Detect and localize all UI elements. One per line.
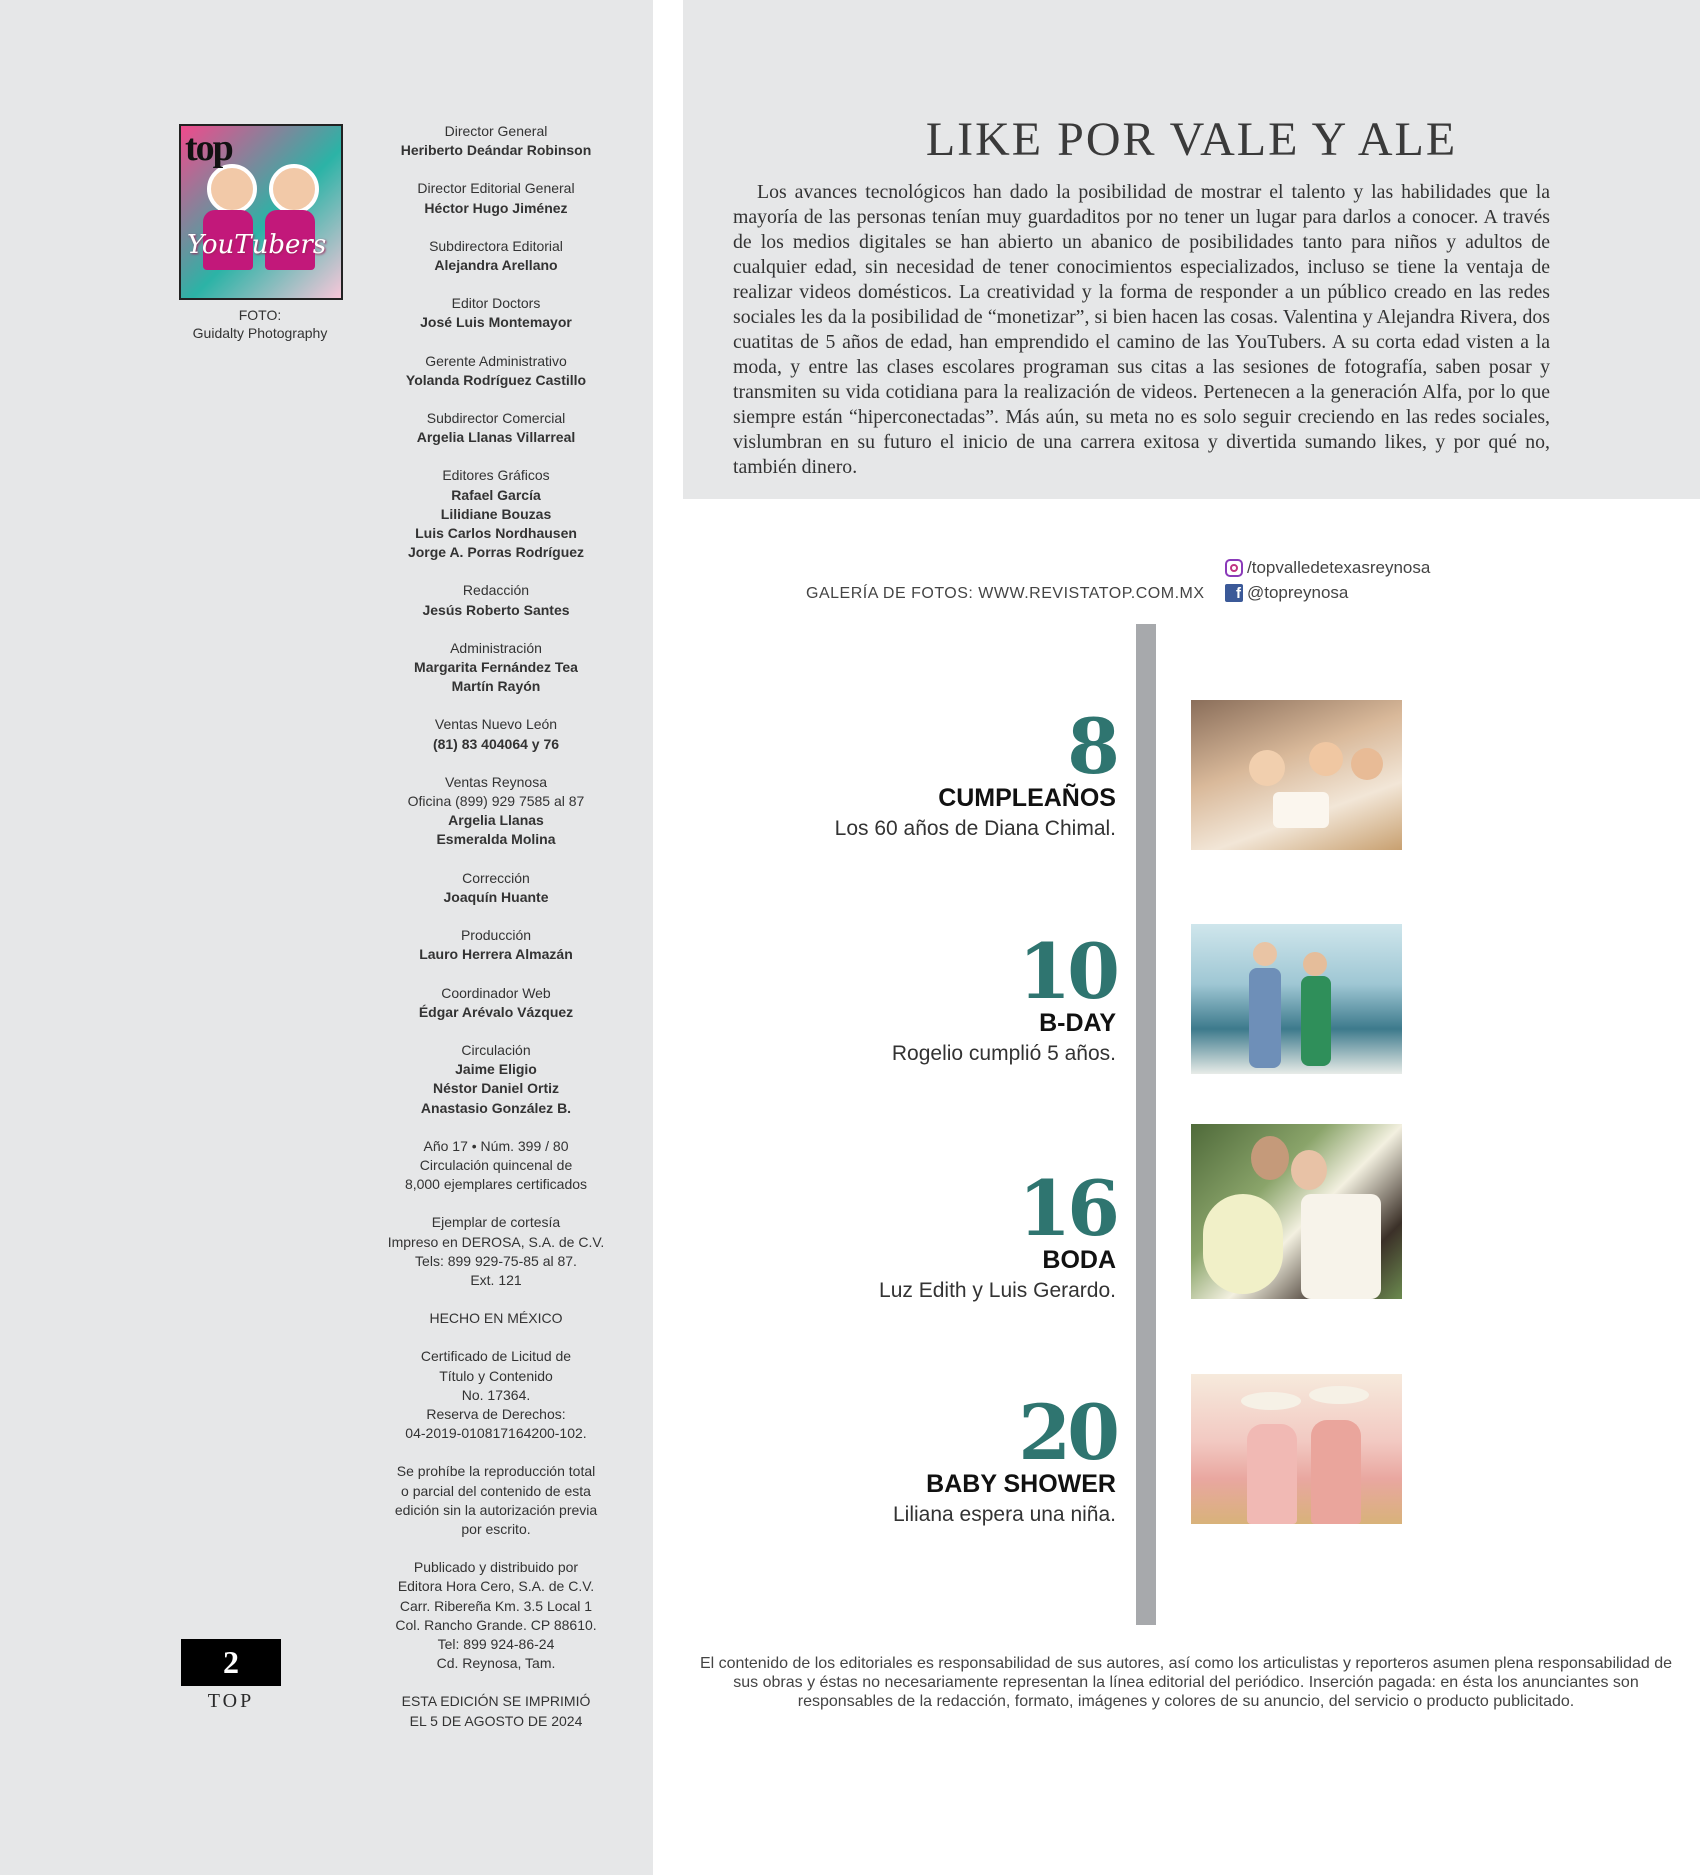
entry-description: Liliana espera una niña. — [892, 1503, 1116, 1526]
entry-page-number: 8 — [1067, 702, 1116, 791]
article-panel — [683, 0, 1700, 499]
publication-info-line: Tels: 899 929-75-85 al 87. — [415, 1252, 577, 1269]
photo-dress — [1247, 1424, 1297, 1524]
photo-face — [1291, 1150, 1327, 1190]
photo-baby-shower[interactable] — [1191, 1374, 1402, 1524]
photo-hat — [1309, 1386, 1369, 1404]
staff-role: Coordinador Web — [441, 984, 551, 1001]
publication-info-line: Ejemplar de cortesía — [431, 1214, 561, 1231]
contents-entry-baby-shower[interactable] — [780, 1388, 1116, 1530]
staff-name: Héctor Hugo Jiménez — [424, 199, 568, 216]
photo-credit — [150, 306, 370, 342]
entry-description: Luz Edith y Luis Gerardo. — [879, 1279, 1116, 1302]
cover-logo: top — [185, 127, 232, 169]
entry-category: B-DAY — [1039, 1009, 1116, 1037]
gallery-link[interactable]: GALERÍA DE FOTOS: WWW.REVISTATOP.COM.MX — [806, 585, 1205, 602]
staff-group — [370, 715, 622, 753]
staff-role: Administración — [450, 639, 542, 656]
staff-role: Editor Doctors — [451, 295, 541, 312]
staff-name: Jesús Roberto Santes — [422, 601, 570, 618]
staff-role: Producción — [460, 927, 532, 944]
photo-face — [1303, 952, 1327, 976]
instagram-icon — [1225, 559, 1243, 577]
staff-group — [370, 122, 622, 160]
staff-group — [370, 984, 622, 1022]
staff-group — [370, 352, 622, 390]
cover-title: YouTubers — [187, 230, 327, 260]
staff-name: Esmeralda Molina — [436, 831, 556, 848]
publication-info-line: o parcial del contenido de esta — [401, 1482, 591, 1499]
photo-hat — [1241, 1392, 1301, 1410]
photo-shirt — [1249, 968, 1281, 1068]
page-label: TOP — [207, 1690, 255, 1712]
entry-category: BABY SHOWER — [926, 1470, 1116, 1498]
staff-group — [370, 466, 622, 562]
staff-name: Jorge A. Porras Rodríguez — [407, 544, 585, 561]
photo-bday[interactable] — [1191, 924, 1402, 1074]
publication-info-line: Circulación quincenal de — [419, 1156, 573, 1173]
publication-info-line: Se prohíbe la reproducción total — [396, 1463, 596, 1480]
publication-info-line: Carr. Ribereña Km. 3.5 Local 1 — [399, 1597, 593, 1614]
photo-bouquet — [1203, 1194, 1283, 1294]
staff-role: Ventas Reynosa — [445, 773, 547, 790]
staff-name: Martín Rayón — [451, 678, 541, 695]
staff-name: Yolanda Rodríguez Castillo — [405, 371, 587, 388]
staff-directory — [370, 122, 622, 1750]
publication-info-line: Impreso en DEROSA, S.A. de C.V. — [387, 1233, 605, 1250]
staff-detail: Oficina (899) 929 7585 al 87 — [407, 793, 585, 810]
publication-info-line: Título y Contenido — [439, 1367, 553, 1384]
publication-info-line: Reserva de Derechos: — [426, 1405, 566, 1422]
facebook-handle: @topreynosa — [1247, 582, 1349, 602]
entry-page-number: 16 — [1018, 1164, 1116, 1253]
photo-face — [1351, 748, 1383, 780]
entry-page-number: 20 — [1018, 1388, 1116, 1477]
publication-info-line: EL 5 DE AGOSTO DE 2024 — [409, 1712, 583, 1729]
entry-description: Los 60 años de Diana Chimal. — [834, 817, 1116, 840]
staff-role: Gerente Administrativo — [425, 352, 567, 369]
staff-sidebar — [0, 0, 653, 1875]
staff-role: Editores Gráficos — [442, 467, 550, 484]
staff-name: Rafael García — [451, 486, 541, 503]
publication-info-block — [370, 1462, 622, 1539]
page-number: 2 — [181, 1639, 281, 1686]
publication-info-line: Certificado de Licitud de — [420, 1348, 572, 1365]
staff-role: Corrección — [462, 869, 530, 886]
publication-info-line: 8,000 ejemplares certificados — [404, 1176, 588, 1193]
staff-group — [370, 409, 622, 447]
staff-role: Director Editorial General — [417, 180, 575, 197]
staff-group — [370, 926, 622, 964]
publication-info-line: 04-2019-010817164200-102. — [405, 1425, 587, 1442]
publication-info-line: Año 17 • Núm. 399 / 80 — [423, 1137, 569, 1154]
photo-boda[interactable] — [1191, 1124, 1402, 1299]
publication-info-line: Publicado y distribuido por — [413, 1559, 579, 1576]
photo-face — [1309, 742, 1343, 776]
publication-info-block — [370, 1558, 622, 1673]
publication-info-block — [370, 1309, 622, 1328]
publication-info-line: No. 17364. — [461, 1386, 531, 1403]
photo-credit-name: Guidalty Photography — [192, 325, 328, 341]
timeline-bar — [1136, 624, 1156, 1625]
staff-name: Lauro Herrera Almazán — [419, 946, 573, 963]
contents-entry-bday[interactable] — [780, 927, 1116, 1069]
staff-group — [370, 639, 622, 697]
staff-group — [370, 1041, 622, 1118]
photo-dress — [1311, 1420, 1361, 1524]
cover-girl-right — [269, 164, 319, 214]
publication-info-line: HECHO EN MÉXICO — [429, 1310, 563, 1327]
entry-page-number: 10 — [1018, 927, 1116, 1016]
instagram-handle: /topvalledetexasreynosa — [1247, 557, 1431, 577]
staff-role: Redacción — [462, 582, 530, 599]
magazine-cover-image — [179, 124, 343, 300]
publication-info-line: ESTA EDICIÓN SE IMPRIMIÓ — [401, 1693, 591, 1710]
staff-name: Margarita Fernández Tea — [414, 659, 578, 676]
staff-group — [370, 581, 622, 619]
staff-name: Joaquín Huante — [443, 888, 549, 905]
publication-info-block — [370, 1213, 622, 1290]
staff-role: Subdirectora Editorial — [429, 237, 563, 254]
publication-info-block — [370, 1692, 622, 1730]
publication-info-block — [370, 1347, 622, 1443]
staff-group — [370, 294, 622, 332]
entry-description: Rogelio cumplió 5 años. — [891, 1042, 1116, 1065]
publication-info-block — [370, 1137, 622, 1195]
publication-info-line: Editora Hora Cero, S.A. de C.V. — [397, 1578, 595, 1595]
publication-info-line: Tel: 899 924-86-24 — [437, 1635, 555, 1652]
staff-name: Argelia Llanas Villarreal — [416, 429, 576, 446]
staff-group — [370, 237, 622, 275]
contents-entry-boda[interactable] — [780, 1164, 1116, 1306]
photo-cumpleanos[interactable] — [1191, 700, 1402, 850]
staff-name: Alejandra Arellano — [434, 257, 558, 274]
entry-category: CUMPLEAÑOS — [938, 784, 1116, 812]
publication-info-line: edición sin la autorización previa — [394, 1501, 598, 1518]
staff-role: Director General — [444, 123, 548, 139]
entry-category: BODA — [1042, 1246, 1116, 1274]
cover-girl-left — [207, 164, 257, 214]
article-body: Los avances tecnológicos han dado la posibilidad de mostrar el talento y las habilidades que la mayoría de las personas tenían muy guardaditos por no tener un lugar para darlos a conocer. A través de los medios digitales se han abierto un abanico de posibilidades tanto para niños y adultos de cualquier edad, sin necesidad de tener conocimientos especializados, incluso se tiene la ventaja de realizar videos domésticos. La creatividad y la forma de responder a un público creado en las redes sociales les da la posibilidad de “monetizar”, si bien hacen las cosas. Valentina y Alejandra Rivera, dos cuatitas de 5 años de edad, han emprendido el camino de las YouTubers. A su corta edad visten a la moda, y entre las clases escolares programan sus citas a las sesiones de fotografía, saben posar y transmiten su vida cotidiana para la realización de videos. Pertenecen a la generación Alfa, por lo que siempre están “hiperconectadas”. Más aún, su meta no es solo seguir creciendo en las redes sociales, vislumbran en su futuro el inicio de una carrera exitosa y divertida sumando likes, y por qué no, también dinero. — [733, 181, 1550, 478]
staff-name: Heriberto Deándar Robinson — [400, 142, 592, 159]
facebook-link[interactable] — [1225, 580, 1430, 605]
social-links — [1225, 555, 1430, 605]
photo-credit-label: FOTO: — [238, 307, 282, 323]
publication-info-line: Ext. 121 — [470, 1271, 522, 1288]
staff-name: Argelia Llanas — [448, 812, 544, 829]
publication-info-line: Col. Rancho Grande. CP 88610. — [395, 1616, 597, 1633]
staff-role: Circulación — [461, 1041, 531, 1058]
staff-name: (81) 83 404064 y 76 — [432, 735, 560, 752]
staff-name: Luis Carlos Nordhausen — [415, 525, 577, 542]
article-title: LIKE POR VALE Y ALE — [925, 113, 1458, 166]
photo-dress — [1301, 976, 1331, 1066]
facebook-icon: f — [1225, 584, 1243, 602]
photo-cake — [1273, 792, 1329, 828]
staff-role: Subdirector Comercial — [426, 410, 566, 427]
photo-gown — [1301, 1194, 1381, 1299]
photo-face — [1249, 750, 1285, 786]
staff-name: Édgar Arévalo Vázquez — [418, 1003, 574, 1020]
editorial-disclaimer: El contenido de los editoriales es responsabilidad de sus autores, así como los articulistas y reporteros asumen plena responsabilidad de sus obras y éstas no necesariamente representan la línea editorial del periódico. Inserción pagada: en ésta los anunciantes son responsables de la redacción, formato, imágenes y colores de su anuncio, del servicio o producto publicitado. — [699, 1655, 1673, 1710]
staff-group — [370, 179, 622, 217]
publication-info-line: por escrito. — [461, 1520, 531, 1537]
staff-name: Néstor Daniel Ortiz — [432, 1080, 560, 1097]
photo-face — [1251, 1136, 1289, 1180]
instagram-link[interactable] — [1225, 555, 1430, 580]
staff-name: José Luis Montemayor — [420, 314, 572, 331]
publication-info-line: Cd. Reynosa, Tam. — [436, 1655, 556, 1672]
contents-entry-cumpleanos[interactable] — [780, 702, 1116, 844]
staff-name: Lilidiane Bouzas — [440, 505, 552, 522]
staff-group — [370, 869, 622, 907]
photo-face — [1253, 942, 1277, 966]
staff-role: Ventas Nuevo León — [434, 716, 558, 733]
staff-group — [370, 773, 622, 850]
staff-name: Anastasio González B. — [420, 1099, 572, 1116]
staff-name: Jaime Eligio — [455, 1061, 537, 1078]
